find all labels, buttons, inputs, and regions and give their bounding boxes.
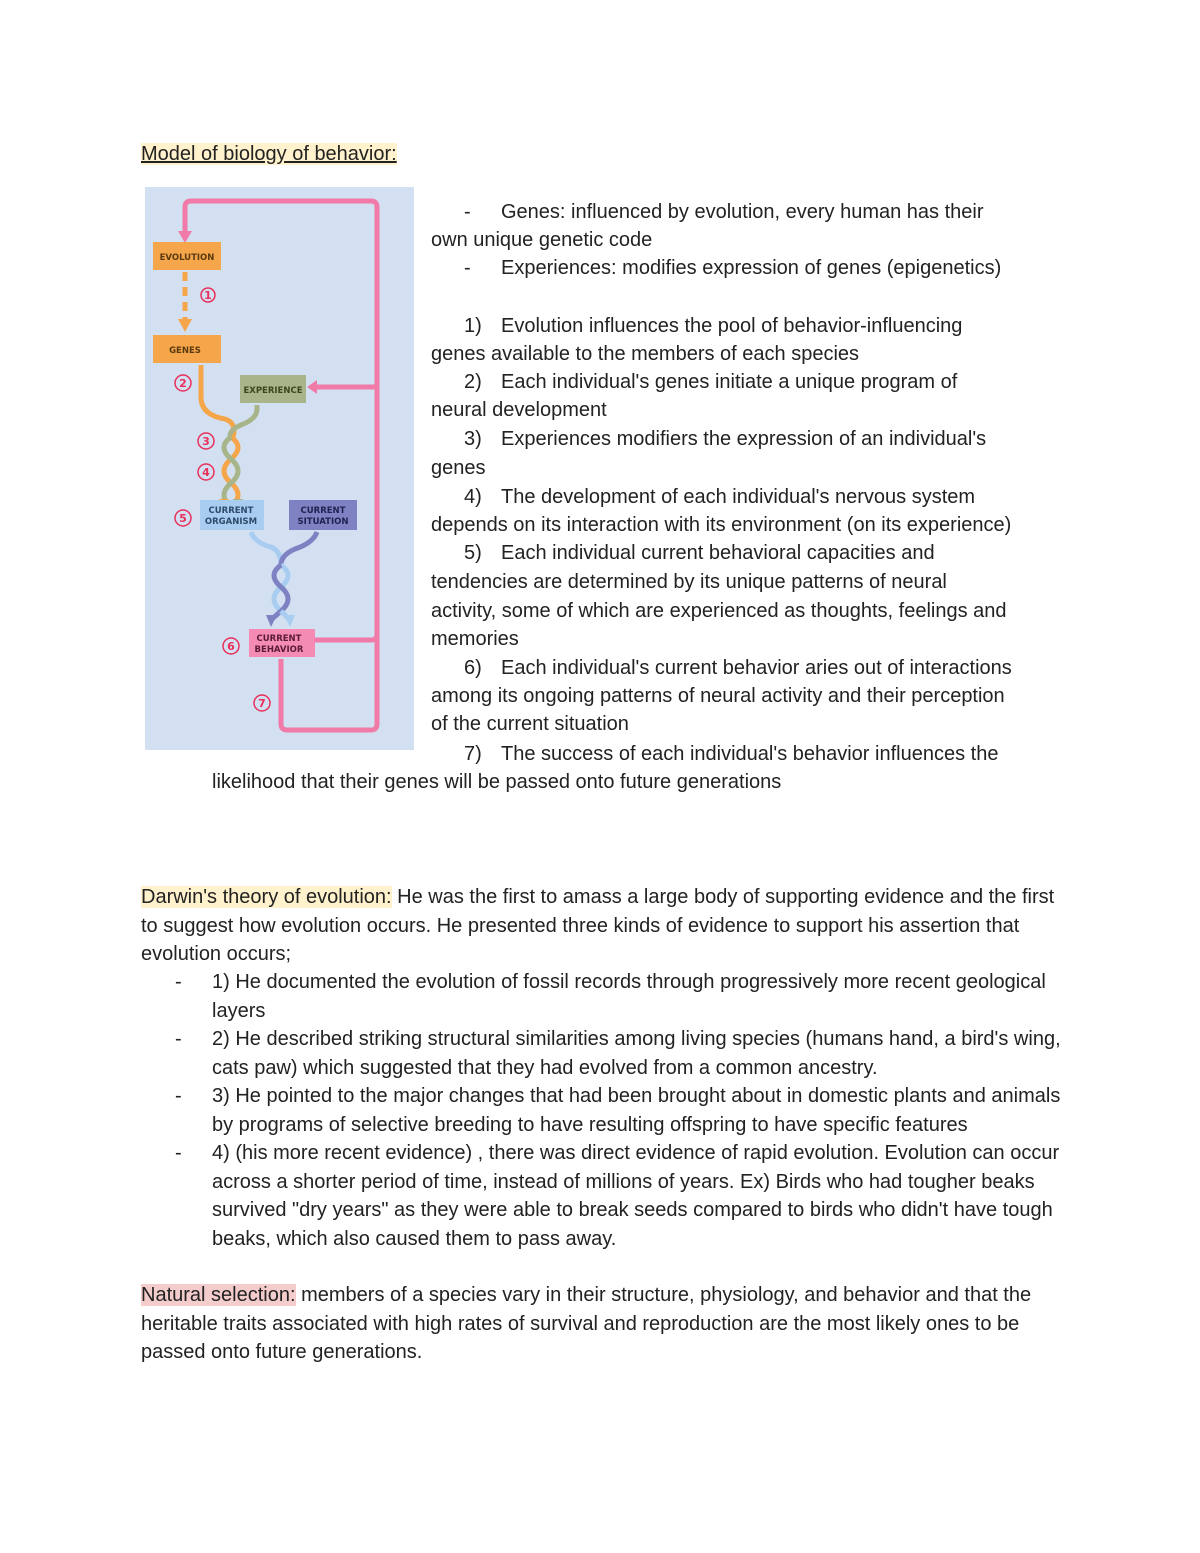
item-5-line2: tendencies are determined by its unique patterns of neural <box>431 571 947 593</box>
list-item: - 4) (his more recent evidence) , there was direct evidence of rapid evolution. Evolution can occur across a shorter period of time, instead of millions of years. Ex) Birds who had tougher beaks survived "dry years" as they were able to break seeds compared to birds who didn't have tough beaks, which also caused them to pass away. <box>175 1142 1060 1250</box>
bullet-genes-line1: Genes: influenced by evolution, every human has their <box>501 201 984 223</box>
organism-label-1: CURRENT <box>208 506 254 516</box>
item-7-line2: likelihood that their genes will be passed onto future generations <box>212 771 782 793</box>
item-3-line1: Experiences modifiers the expression of an individual's <box>501 428 987 450</box>
genes-label: GENES <box>169 346 201 356</box>
situation-label-2: SITUATION <box>297 517 349 527</box>
item-4-line2: depends on its interaction with its environment (on its experience) <box>431 514 1012 536</box>
marker-2-text: 2 <box>179 377 187 390</box>
biology-of-behavior-diagram <box>145 187 414 750</box>
item-5-line3: activity, some of which are experienced as thoughts, feelings and <box>431 600 1007 622</box>
item-7-line1: The success of each individual's behavior influences the <box>501 743 999 765</box>
bullet-dash: - <box>464 257 471 279</box>
item-2-line1: Each individual's genes initiate a unique program of <box>501 371 958 393</box>
darwin-heading: Darwin's theory of evolution: <box>141 886 392 908</box>
natural-selection-text: members of a species vary in their structure, physiology, and behavior and that the heritable traits associated with high rates of survival and reproduction are the most likely ones to be passed onto future generations. <box>141 1284 1032 1363</box>
num-marker: 1) <box>464 315 482 337</box>
num-marker: 2) <box>464 371 482 393</box>
list-item: - 3) He pointed to the major changes that had been brought about in domestic plants and animals by programs of selective breeding to have resulting offspring to have specific features <box>175 1085 1061 1136</box>
num-marker: 6) <box>464 657 482 679</box>
behavior-label-1: CURRENT <box>256 634 302 644</box>
num-marker: 5) <box>464 542 482 564</box>
marker-7-text: 7 <box>258 697 266 710</box>
item-6-line3: of the current situation <box>431 713 629 735</box>
item-4-line1: The development of each individual's nervous system <box>501 486 976 508</box>
darwin-intro: He was the first to amass a large body of supporting evidence and the first to suggest how evolution occurs. He presented three kinds of evidence to support his assertion that evolution occurs; <box>141 886 1055 965</box>
item-5-line1: Each individual current behavioral capacities and <box>501 542 935 564</box>
item-1-line1: Evolution influences the pool of behavior-influencing <box>501 315 963 337</box>
num-marker: 3) <box>464 428 482 450</box>
item-3-line2: genes <box>431 457 486 479</box>
natural-selection-paragraph <box>141 1281 1041 1367</box>
natural-selection-heading: Natural selection: <box>141 1284 296 1306</box>
bullet-dash: - <box>464 201 471 223</box>
bullet-experiences: Experiences: modifies expression of genes (epigenetics) <box>501 257 1002 279</box>
item-5-line4: memories <box>431 628 519 650</box>
num-marker: 7) <box>464 743 482 765</box>
marker-4-text: 4 <box>202 466 210 479</box>
num-marker: 4) <box>464 486 482 508</box>
organism-label-2: ORGANISM <box>204 517 258 527</box>
item-2-line2: neural development <box>431 399 607 421</box>
marker-3-text: 3 <box>202 435 210 448</box>
item-6-line1: Each individual's current behavior aries out of interactions <box>501 657 1012 679</box>
item-6-line2: among its ongoing patterns of neural activity and their perception <box>431 685 1005 707</box>
marker-5-text: 5 <box>179 512 187 525</box>
section-heading-model: Model of biology of behavior: <box>141 143 397 165</box>
bullet-genes-line2: own unique genetic code <box>431 229 653 251</box>
list-item: - 1) He documented the evolution of fossil records through progressively more recent geological layers <box>175 971 1046 1022</box>
darwin-paragraph <box>141 883 1071 969</box>
item-1-line2: genes available to the members of each species <box>431 343 860 365</box>
situation-label-1: CURRENT <box>300 506 346 516</box>
experience-label: EXPERIENCE <box>243 386 303 396</box>
marker-6-text: 6 <box>227 640 235 653</box>
list-item: - 2) He described striking structural similarities among living species (humans hand, a bird's wing, cats paw) which suggested that they had evolved from a common ancestry. <box>175 1028 1061 1079</box>
evolution-label: EVOLUTION <box>159 253 215 263</box>
behavior-label-2: BEHAVIOR <box>254 645 304 655</box>
marker-1-text: 1 <box>204 289 212 302</box>
darwin-evidence-list <box>141 968 1071 1253</box>
